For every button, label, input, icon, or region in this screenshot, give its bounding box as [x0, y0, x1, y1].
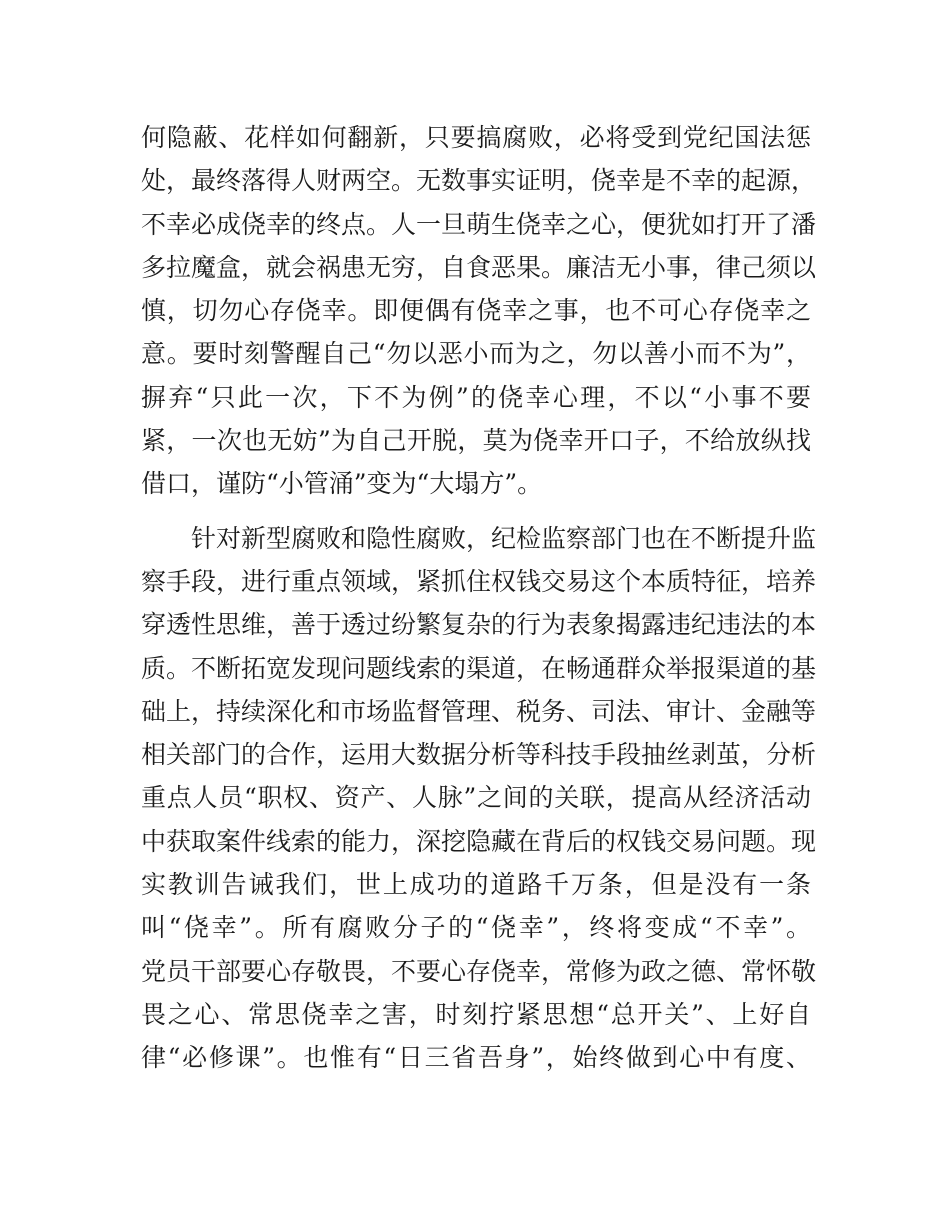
paragraph-1 [141, 116, 817, 506]
text-line: 党员干部要心存敬畏，不要心存侥幸，常修为政之德、常怀敬 [141, 956, 817, 986]
text-line: 重点人员“职权、资产、人脉”之间的关联，提高从经济活动 [141, 783, 811, 813]
text-line: 础上，持续深化和市场监督管理、税务、司法、审计、金融等 [141, 696, 817, 726]
text-line: 何隐蔽、花样如何翻新，只要搞腐败，必将受到党纪国法惩 [141, 123, 811, 152]
text-line: 多拉魔盒，就会祸患无穷，自食恶果。廉洁无小事，律己须以 [141, 252, 817, 282]
paragraph-spacing [141, 506, 811, 517]
document-body [141, 116, 817, 1080]
text-line: 质。不断拓宽发现问题线索的渠道，在畅通群众举报渠道的基 [141, 653, 817, 683]
paragraph-2 [141, 517, 817, 1080]
text-line: 相关部门的合作，运用大数据分析等科技手段抽丝剥茧，分析 [141, 740, 817, 770]
text-line: 中获取案件线索的能力，深挖隐藏在背后的权钱交易问题。现 [141, 826, 817, 856]
text-line: 律“必修课”。也惟有“日三省吾身”，始终做到心中有度、 [141, 1043, 811, 1073]
text-line: 慎，切勿心存侥幸。即便偶有侥幸之事，也不可心存侥幸之 [141, 296, 811, 326]
text-line: 针对新型腐败和隐性腐败，纪检监察部门也在不断提升监 [141, 523, 817, 553]
text-line: 处，最终落得人财两空。无数事实证明，侥幸是不幸的起源， [141, 166, 817, 196]
text-line: 不幸必成侥幸的终点。人一旦萌生侥幸之心，便犹如打开了潘 [141, 209, 817, 239]
text-line: 摒弃“只此一次，下不为例”的侥幸心理，不以“小事不要 [141, 382, 811, 412]
text-line: 实教训告诫我们，世上成功的道路千万条，但是没有一条 [141, 870, 811, 900]
text-line: 意。要时刻警醒自己“勿以恶小而为之，勿以善小而不为”， [141, 339, 811, 369]
text-line: 畏之心、常思侥幸之害，时刻拧紧思想“总开关”、上好自 [141, 999, 811, 1029]
text-line: 紧，一次也无妨”为自己开脱，莫为侥幸开口子，不给放纵找 [141, 426, 811, 456]
text-line: 借口，谨防“小管涌”变为“大塌方”。 [141, 469, 543, 499]
text-line: 穿透性思维，善于透过纷繁复杂的行为表象揭露违纪违法的本 [141, 610, 817, 640]
text-line: 叫“侥幸”。所有腐败分子的“侥幸”，终将变成“不幸”。 [141, 913, 811, 943]
text-line: 察手段，进行重点领域，紧抓住权钱交易这个本质特征，培养 [141, 566, 817, 596]
